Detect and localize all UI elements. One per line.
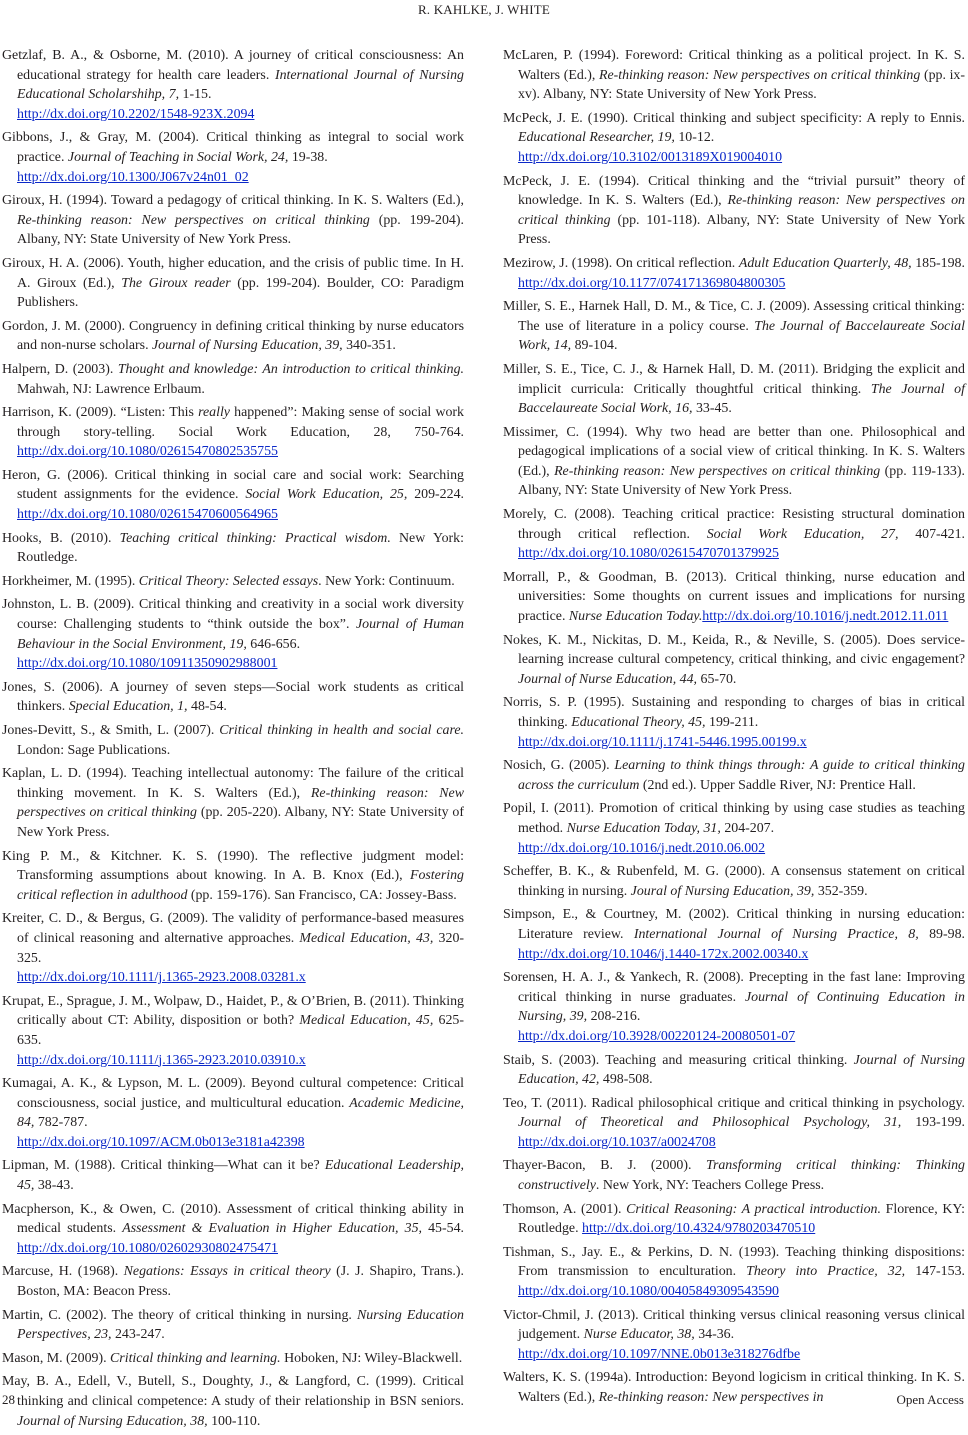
reference-text: Gibbons, J., & Gray, M. (2004). Critical thinking as integral to social work practice. [2, 130, 464, 165]
reference-text: Thayer-Bacon, B. J. (2000). [503, 1158, 706, 1174]
reference-text: McPeck, J. E. (1990). Critical thinking and subject specificity: A reply to Ennis. [503, 110, 965, 126]
reference-text: Kreiter, C. D., & Bergus, G. (2009). The validity of performance-based measures of clinical reasoning and alternative approaches. [2, 911, 464, 946]
reference-pages: (pp. 119-133). Albany, NY: State University of New York Press. [518, 463, 965, 499]
doi-link[interactable]: http://dx.doi.org/10.1111/j.1365-2923.2008.03281.x [17, 970, 306, 986]
reference-text: Norris, S. P. (1995). Sustaining and responding to charges of bias in critical thinking. [503, 695, 965, 730]
doi-link[interactable]: http://dx.doi.org/10.1300/J067v24n01_02 [17, 169, 249, 185]
reference-text: Harrison, K. (2009). “Listen: This [2, 405, 199, 421]
doi-link[interactable]: http://dx.doi.org/10.1177/074171369804800305 [518, 275, 786, 291]
reference-source-title: Nurse Educator, 38, [583, 1327, 695, 1343]
reference-column-right [503, 46, 965, 1412]
reference-pages: (pp. 101-118). Albany, NY: State University of New York Press. [518, 212, 965, 248]
reference-text: Jones, S. (2006). A journey of seven steps—Social work students as critical thinkers. [2, 679, 464, 715]
reference-text: Kumagai, A. K., & Lypson, M. L. (2009). Beyond cultural competence: Critical consciousness, social justice, and multicultural education. [2, 1076, 464, 1111]
reference-pages: 209-224. [407, 487, 464, 503]
reference-text: Kaplan, L. D. (1994). Teaching intellectual autonomy: The failure of the critical thinking movement. In K. S. Walters (Ed.), [2, 766, 464, 801]
reference-entry [503, 1051, 965, 1090]
reference-pages: (pp. 159-176). San Francisco, CA: Jossey-Bass. [187, 887, 457, 903]
reference-entry [2, 191, 464, 250]
reference-source-title: International Journal of Nursing Practice, 8, [633, 926, 919, 942]
reference-text: Popil, I. (2011). Promotion of critical thinking by using case studies as teaching method. [503, 801, 965, 836]
reference-entry [2, 466, 464, 525]
reference-text: McLaren, P. (1994). Foreword: Critical thinking as a political project. In K. S. Walters (Ed.), [503, 48, 965, 83]
doi-link[interactable]: http://dx.doi.org/10.1016/j.nedt.2010.06.002 [518, 840, 766, 856]
reference-entry [503, 905, 965, 964]
reference-text: Teo, T. (2011). Radical philosophical critique and critical thinking in psychology. [503, 1095, 965, 1111]
reference-text: Lipman, M. (1988). Critical thinking—What can it be? [2, 1158, 325, 1174]
reference-text: Heron, G. (2006). Critical thinking in social care and social work: Searching student assignments for the evidence. [2, 467, 464, 503]
reference-source-title: Nurse Education Today. [568, 609, 703, 625]
reference-pages: 204-207. [720, 820, 775, 836]
reference-entry [2, 1262, 464, 1301]
reference-pages: 10-12. [674, 130, 715, 146]
reference-pages: Mahwah, NJ: Lawrence Erlbaum. [17, 381, 205, 397]
reference-entry [503, 693, 965, 752]
reference-pages: 33-45. [692, 401, 732, 417]
reference-source-title: Re-thinking reason: New perspectives on critical thinking [518, 193, 965, 228]
reference-entry [2, 128, 464, 187]
reference-source-title: really [198, 405, 230, 421]
reference-pages: 1-15. [179, 87, 212, 103]
reference-source-title: International Journal of Nursing Educational Scholarshihp, 7, [17, 67, 464, 103]
reference-pages: 199-211. [705, 715, 759, 730]
reference-source-title: Theory into Practice, 32, [746, 1264, 906, 1280]
reference-text: Walters, K. S. (1994a). Introduction: Beyond logicism in critical thinking. In K. S. Walters (Ed.), [503, 1370, 965, 1405]
reference-pages: 185-198. [911, 255, 965, 271]
reference-source-title: Journal of Nurse Education, 44, [518, 671, 698, 687]
reference-source-title: Educational Researcher, 19, [518, 130, 675, 146]
reference-pages: 352-359. [814, 883, 868, 899]
reference-entry [503, 756, 965, 795]
reference-pages: 89-104. [571, 338, 618, 354]
reference-entry [2, 1074, 464, 1152]
doi-link[interactable]: http://dx.doi.org/10.3928/00220124-20080501-07 [518, 1028, 796, 1044]
reference-entry [503, 862, 965, 901]
doi-link[interactable]: http://dx.doi.org/10.1097/ACM.0b013e3181a42398 [17, 1134, 305, 1150]
reference-pages: 407-421. [898, 526, 965, 542]
reference-text: Sorensen, H. A. J., & Yankech, R. (2008). Precepting in the fast lane: Improving critical thinking in nurse graduates. [503, 970, 965, 1005]
reference-source-title: Social Work Education, 27, [706, 526, 899, 542]
reference-text: Mason, M. (2009). [2, 1350, 111, 1366]
reference-text: Johnston, L. B. (2009). Critical thinking and creativity in a social work diversity course: Challenging students to “think outside the box”. [2, 597, 464, 633]
reference-entry [2, 595, 464, 673]
reference-source-title: Re-thinking reason: New perspectives in [598, 1390, 824, 1405]
reference-entry [503, 1243, 965, 1302]
reference-pages: 19-38. [288, 149, 328, 165]
doi-link[interactable]: http://dx.doi.org/10.1080/02602930802475471 [17, 1240, 278, 1256]
reference-entry [2, 254, 464, 313]
reference-source-title: Educational Theory, 45, [571, 715, 706, 730]
reference-pages: . New York, NY: Teachers College Press. [595, 1178, 825, 1194]
reference-pages: 646-656. [246, 636, 301, 652]
reference-pages: 498-508. [599, 1072, 653, 1088]
reference-pages: Florence, KY: Routledge. [518, 1201, 965, 1237]
doi-link[interactable]: http://dx.doi.org/10.1080/00405849309543590 [518, 1284, 779, 1300]
reference-source-title: Learning to think things through: A guide to critical thinking across the curriculum [518, 758, 965, 793]
reference-pages: (2nd ed.). Upper Saddle River, NJ: Prentice Hall. [639, 777, 916, 793]
reference-text: Victor-Chmil, J. (2013). Critical thinking versus clinical reasoning versus clinical judgement. [503, 1307, 965, 1343]
reference-source-title: Re-thinking reason: New perspectives on critical thinking [17, 212, 370, 228]
reference-source-title: Re-thinking reason: New perspectives on critical thinking [598, 67, 921, 83]
page-number: 28 [2, 1392, 15, 1407]
doi-link[interactable]: http://dx.doi.org/10.1037/a0024708 [518, 1134, 716, 1150]
reference-source-title: Joural of Nursing Education, 39, [630, 883, 815, 899]
reference-pages: 625-635. [17, 1013, 464, 1048]
reference-source-title: Journal of Human Behaviour in the Social Environment, 19, [17, 617, 464, 652]
reference-text: Tishman, S., Jay. E., & Perkins, D. N. (1993). Teaching thinking dispositions: From transmission to enculturation. [503, 1244, 965, 1280]
reference-text: Gordon, J. M. (2000). Congruency in defining critical thinking by nurse educators and non-nurse scholars. [2, 318, 464, 354]
reference-text: Martin, C. (2002). The theory of critical thinking in nursing. [2, 1307, 357, 1323]
reference-source-title: The Journal of Baccelaureate Social Work, 16, [518, 381, 965, 417]
reference-text: Staib, S. (2003). Teaching and measuring critical thinking. [503, 1052, 854, 1068]
reference-source-title: Journal of Nursing Education, 39, [152, 338, 343, 354]
reference-source-title: Nursing Education Perspectives, 23, [17, 1307, 464, 1343]
reference-text: Mezirow, J. (1998). On critical reflection. [503, 255, 739, 271]
reference-source-title: The Journal of Baccelaureate Social Work, 14, [518, 318, 965, 354]
reference-text: Miller, S. E., Harnek Hall, D. M., & Tice, C. J. (2009). Assessing critical thinking: The use of literature in a policy course. [503, 299, 965, 334]
reference-text: McPeck, J. E. (1994). Critical thinking and the “trivial pursuit” theory of knowledge. In K. S. Walters (Ed.), [503, 173, 965, 209]
reference-source-title: Negations: Essays in critical theory [123, 1264, 331, 1280]
reference-entry [503, 1200, 965, 1239]
doi-link[interactable]: http://dx.doi.org/10.1046/j.1440-172x.2002.00340.x [518, 946, 809, 962]
reference-pages: happened”: Making sense of social work through story-telling. Social Work Education, 28, 750-764. [17, 405, 464, 440]
reference-pages: 65-70. [697, 671, 737, 687]
reference-text: Thomson, A. (2001). [503, 1201, 627, 1217]
reference-pages: Hoboken, NJ: Wiley-Blackwell. [280, 1350, 463, 1366]
reference-source-title: Nurse Education Today, 31, [566, 820, 721, 836]
reference-pages: 782-787. [34, 1115, 88, 1131]
reference-entry [2, 1156, 464, 1195]
reference-entry [2, 529, 464, 568]
reference-text: King P. M., & Kitchner. K. S. (1990). The reflective judgment model: Transforming assumptions about knowing. In A. B. Knox (Ed.), [2, 848, 464, 884]
reference-entry [2, 46, 464, 124]
reference-text: Simpson, E., & Courtney, M. (2002). Critical thinking in nursing education: Literature review. [503, 907, 965, 942]
reference-source-title: Re-thinking reason: New perspectives on critical thinking [554, 463, 881, 479]
doi-link[interactable]: http://dx.doi.org/10.1111/j.1741-5446.1995.00199.x [518, 734, 807, 750]
reference-text: Hooks, B. (2010). [2, 530, 120, 546]
reference-pages: 193-199. [901, 1115, 965, 1131]
reference-pages: 208-216. [587, 1009, 641, 1025]
reference-entry [503, 631, 965, 690]
reference-entry [503, 172, 965, 250]
running-header: R. KAHLKE, J. WHITE [417, 2, 551, 17]
reference-source-title: Thought and knowledge: An introduction to critical thinking. [117, 361, 465, 377]
doi-link[interactable]: http://dx.doi.org/10.1111/j.1365-2923.2010.03910.x [17, 1052, 306, 1068]
reference-source-title: Special Education, 1, [68, 699, 188, 715]
reference-pages: New York: Routledge. [17, 530, 464, 566]
reference-source-title: Adult Education Quarterly, 48, [738, 255, 912, 271]
reference-pages: (pp. 205-220). Albany, NY: State University of New York Press. [17, 805, 464, 840]
reference-entry [503, 46, 965, 105]
reference-pages: (pp. 199-204). Boulder, CO: Paradigm Publishers. [17, 275, 465, 311]
reference-pages: 243-247. [111, 1327, 165, 1343]
doi-link[interactable]: http://dx.doi.org/10.1080/10911350902988001 [17, 656, 278, 672]
reference-text: Nokes, K. M., Nickitas, D. M., Keida, R., & Neville, S. (2005). Does service-learning increase cultural competency, critical thinking, and civic engagement? [503, 632, 965, 668]
reference-pages: (pp. ix-xv). Albany, NY: State University of New York Press. [518, 67, 965, 103]
reference-text: Scheffer, B. K., & Rubenfeld, M. G. (2000). A consensus statement on critical thinking in nursing. [503, 864, 965, 899]
reference-entry [503, 799, 965, 858]
reference-pages: 34-36. [694, 1327, 735, 1343]
reference-entry [503, 1094, 965, 1153]
reference-source-title: Critical thinking and learning. [110, 1350, 281, 1366]
reference-source-title: Re-thinking reason: New perspectives on critical thinking [17, 785, 464, 821]
reference-source-title: Journal of Theoretical and Philosophical Psychology, 31, [518, 1115, 902, 1131]
reference-source-title: Journal of Nursing Education, 42, [518, 1052, 965, 1088]
reference-text: Marcuse, H. (1968). [2, 1264, 124, 1280]
reference-entry [2, 360, 464, 399]
reference-entry [503, 254, 965, 293]
reference-text: Macpherson, K., & Owen, C. (2010). Assessment of critical thinking ability in medical students. [2, 1201, 464, 1237]
reference-source-title: The Giroux reader [121, 275, 231, 291]
reference-source-title: Journal of Continuing Education in Nursing, 39, [518, 989, 965, 1025]
reference-source-title: Assessment & Evaluation in Higher Education, 35, [122, 1221, 422, 1237]
reference-entry [503, 968, 965, 1046]
reference-entry [503, 360, 965, 419]
reference-entry [2, 678, 464, 717]
doi-link[interactable]: http://dx.doi.org/10.1097/NNE.0b013e318276dfbe [518, 1346, 801, 1362]
reference-entry [2, 1372, 464, 1431]
reference-pages: 100-110. [207, 1413, 261, 1429]
journal-label: Open Access [896, 1392, 964, 1407]
doi-link[interactable]: http://dx.doi.org/10.1016/j.nedt.2012.11.011 [702, 609, 949, 625]
doi-link[interactable]: http://dx.doi.org/10.4324/9780203470510 [582, 1221, 816, 1237]
reference-entry [503, 297, 965, 356]
reference-entry [2, 403, 464, 462]
doi-link[interactable]: http://dx.doi.org/10.2202/1548-923X.2094 [17, 106, 255, 122]
reference-text: Halpern, D. (2003). [2, 361, 118, 377]
reference-text: Morely, C. (2008). Teaching critical practice: Resisting structural domination through critical reflection. [503, 507, 965, 542]
reference-source-title: Medical Education, 45, [299, 1013, 434, 1029]
reference-entry [503, 423, 965, 501]
reference-pages: 340-351. [342, 338, 396, 354]
reference-pages: 320-325. [17, 930, 465, 966]
reference-text: Miller, S. E., Tice, C. J., & Harnek Hall, D. M. (2011). Bridging the explicit and implicit curricula: Critically thoughtful critical thinking. [503, 361, 965, 397]
doi-link[interactable]: http://dx.doi.org/10.1080/02615470802535755 [17, 444, 278, 460]
reference-text: Giroux, H. A. (2006). Youth, higher education, and the crisis of public time. In H. A. Giroux (Ed.), [2, 255, 464, 291]
reference-pages: 48-54. [187, 699, 227, 715]
reference-pages: 45-54. [422, 1221, 464, 1237]
reference-entry [2, 1349, 464, 1369]
reference-text: Giroux, H. (1994). Toward a pedagogy of critical thinking. In K. S. Walters (Ed.), [2, 193, 464, 209]
doi-link[interactable]: http://dx.doi.org/10.3102/0013189X019004010 [518, 149, 783, 165]
reference-text: Jones-Devitt, S., & Smith, L. (2007). [2, 723, 220, 738]
reference-entry [503, 568, 965, 627]
reference-text: May, B. A., Edell, V., Butell, S., Doughty, J., & Langford, C. (1999). Critical thinking and clinical competence: A study of their relationship in BSN seniors. [2, 1374, 464, 1409]
doi-link[interactable]: http://dx.doi.org/10.1080/02615470600564965 [17, 507, 278, 523]
reference-column-left [2, 46, 464, 1435]
reference-pages: (pp. 199-204). Albany, NY: State University of New York Press. [17, 212, 464, 248]
reference-text: Missimer, C. (1994). Why two head are better than one. Philosophical and pedagogical implications of a social view of critical thinking. In K. S. Walters (Ed.), [503, 424, 965, 479]
reference-entry [503, 1306, 965, 1365]
reference-source-title: Medical Education, 43, [299, 930, 434, 946]
reference-text: Getzlaf, B. A., & Osborne, M. (2010). A journey of critical consciousness: An educational strategy for health care leaders. [2, 48, 464, 83]
reference-source-title: Educational Leadership, 45, [17, 1158, 464, 1194]
reference-pages: 38-43. [34, 1178, 74, 1194]
doi-link[interactable]: http://dx.doi.org/10.1080/02615470701379925 [518, 546, 779, 562]
reference-entry [2, 317, 464, 356]
reference-source-title: Journal of Teaching in Social Work, 24, [67, 149, 289, 165]
reference-source-title: Teaching critical thinking: Practical wisdom. [119, 530, 391, 546]
reference-pages: London: Sage Publications. [17, 742, 171, 758]
reference-pages: (J. J. Shapiro, Trans.). Boston, MA: Beacon Press. [17, 1264, 465, 1300]
reference-source-title: Fostering critical reflection in adulthood [17, 868, 464, 903]
reference-source-title: Social Work Education, 25, [245, 487, 408, 503]
reference-text: Krupat, E., Sprague, J. M., Wolpaw, D., Haidet, P., & O’Brien, B. (2011). Thinking critically about CT: Ability, disposition or both? [2, 993, 464, 1029]
reference-source-title: Critical Theory: Selected essays [138, 573, 319, 589]
reference-pages: . New York: Continuum. [318, 573, 455, 589]
reference-entry [2, 909, 464, 987]
reference-source-title: Transforming critical thinking: Thinking constructively [518, 1158, 965, 1194]
reference-source-title: Critical Reasoning: A practical introduction. [626, 1201, 881, 1217]
reference-text: Horkheimer, M. (1995). [2, 573, 139, 589]
reference-source-title: Critical thinking in health and social care. [219, 723, 464, 738]
reference-entry [503, 1156, 965, 1195]
reference-entry [2, 992, 464, 1070]
reference-text: Morrall, P., & Goodman, B. (2013). Critical thinking, nurse education and universities: Some thoughts on current issues and implications for nursing practice. [503, 569, 965, 625]
reference-entry [503, 109, 965, 168]
reference-source-title: Academic Medicine, 84, [17, 1095, 464, 1131]
reference-entry [2, 1306, 464, 1345]
reference-pages: 89-98. [918, 926, 965, 942]
reference-entry [2, 847, 464, 906]
reference-text: Nosich, G. (2005). [503, 758, 615, 774]
reference-source-title: Journal of Nursing Education, 38, [17, 1413, 208, 1429]
reference-entry [2, 764, 464, 842]
reference-entry [2, 572, 464, 592]
reference-entry [2, 721, 464, 760]
reference-entry [503, 505, 965, 564]
reference-entry [2, 1200, 464, 1259]
reference-pages: 147-153. [905, 1264, 965, 1280]
